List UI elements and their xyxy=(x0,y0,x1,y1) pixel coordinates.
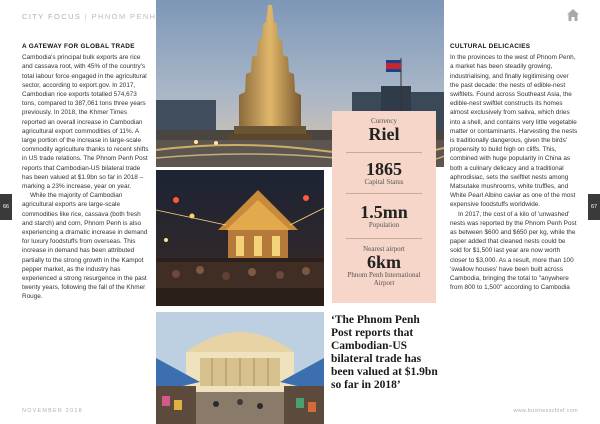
issue-date: NOVEMBER 2018 xyxy=(22,408,83,414)
right-paragraph-1: In the provinces to the west of Phnom Penh, a market has been steadily growing, industrialising, and finally legitimising over the past decade: the nests of edible-nest swiftlets. Found across Southeast Asia, the edible-nest swiftlet constructs its homes almost exclusively from saliva, which dries into a shell, and contains very little vegetable matter or contaminants. Harvesting the nests is traditionally dangerous, given the birds' propensity to build high on cliffs. This, combined with huge popularity in China as both a culinary delicacy and a traditional aphrodisiac, sets the swiftlet nests among Matsutake mushrooms, white truffles, and White Pearl Albino caviar as one of the most expensive foodstuffs worldwide. xyxy=(450,54,578,209)
stat-capital-year: 1865 xyxy=(366,159,402,179)
stat-capital-status xyxy=(332,160,436,186)
page-number-right: 67 xyxy=(588,194,600,220)
left-heading: A GATEWAY FOR GLOBAL TRADE xyxy=(22,43,135,50)
stat-population-value: 1.5mn xyxy=(360,202,408,222)
stat-currency xyxy=(332,117,436,143)
stat-capital-label: Capital Status xyxy=(364,178,404,186)
central-market-photo xyxy=(156,312,324,424)
section-topic: PHNOM PENH xyxy=(91,12,157,21)
section-label: CITY FOCUS xyxy=(22,12,82,21)
right-article-column xyxy=(450,42,578,292)
night-market-temple-photo xyxy=(156,170,324,306)
left-paragraph-2: While the majority of Cambodian agricultural exports are large-scale commodities like rice, cassava (both fresh and starch) and corn, Phnom Penh is also experiencing a dramatic increase in demand for luxury foodstuffs from overseas. This increase in demand has been attributed partially to the strong growth in the Kampot pepper market, as the industry has experienced a strong resurgence in the past twenty years, following the fall of the Khmer Rouge. xyxy=(22,192,148,301)
header-separator: | xyxy=(84,12,89,21)
home-icon[interactable] xyxy=(566,8,580,22)
website-link[interactable]: www.businesschief.com xyxy=(513,408,578,414)
pull-quote: ‘The Phnom Penh Post reports that Cambodian-US bilateral trade has been valued at $1.9bn so far in 2018’ xyxy=(331,314,438,391)
stat-airport-label: Nearest airport xyxy=(363,245,405,253)
page-number-left: 66 xyxy=(0,194,12,220)
stat-population-label: Population xyxy=(368,221,400,229)
section-header xyxy=(22,12,156,21)
stat-airport xyxy=(332,245,436,287)
stat-divider xyxy=(346,193,422,194)
left-paragraph-1: Cambodia's principal bulk exports are rice and cassava root, with 45% of the country's total labour force engaged in the agricultural sector, according to export.gov. In 2017, Cambodian rice exports totalled 574,673 tons, compared to 387,061 tons three years previously. In 2018, the Khmer Times reported an overall increase in Cambodian agricultural export commodities of 11%. A large portion of the increase in large-scale commodity agriculture thanks to recent shifts in US trade relations. The Phnom Penh Post reports that Cambodian-US bilateral trade has been valued at $1.9bn so far in 2018 – marking a 23% increase, year on year. xyxy=(22,54,149,191)
stat-divider xyxy=(346,152,422,153)
stat-airport-name: Phnom Penh International Airport xyxy=(347,271,421,287)
stat-population xyxy=(332,203,436,229)
stat-airport-distance: 6km xyxy=(366,252,401,272)
right-heading: CULTURAL DELICACIES xyxy=(450,43,531,50)
city-stats-panel xyxy=(332,111,436,303)
stat-currency-value: Riel xyxy=(368,124,400,144)
stat-currency-label: Currency xyxy=(370,117,398,125)
right-paragraph-2: In 2017, the cost of a kilo of 'unwashed' nests was reported by the Phnom Penh Post as between $600 and $650 per kg, while the paper added that cleaned nests could be sold for $1,500 last year are now worth closer to $3,000. As a result, more than 100 'swallow houses' have been built across Cambodia, bringing the total to "anywhere from 800 to 1,500" according to Cambodia xyxy=(450,210,577,292)
stat-divider xyxy=(346,238,422,239)
left-article-column xyxy=(22,42,150,302)
